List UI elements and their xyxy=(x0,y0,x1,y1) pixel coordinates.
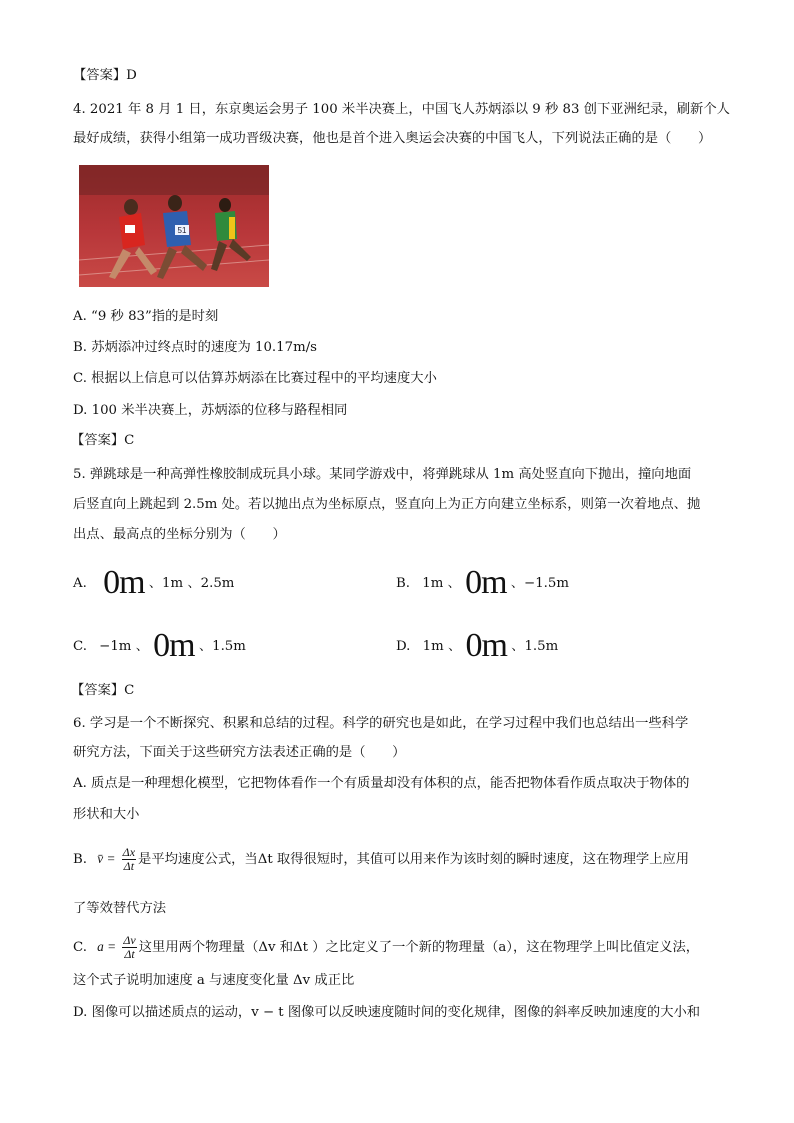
q6-option-c-fraction xyxy=(122,934,136,961)
q5-option-c-rest: 、1.5m xyxy=(198,639,246,654)
q5-option-b-rest: 、−1.5m xyxy=(510,576,569,591)
q5-stem-line2: 后竖直向上跳起到 2.5m 处。若以抛出点为坐标原点，竖直向上为正方向建立坐标系，则第一次着地点、抛 xyxy=(73,497,701,512)
q5-option-a-label: A. xyxy=(73,576,87,591)
q5-option-c-label: C. xyxy=(73,639,87,654)
q5-option-d-pre: 1m 、 xyxy=(422,639,462,654)
q6-option-b-label: B. xyxy=(73,852,87,867)
sprint-race-photo xyxy=(79,165,269,287)
q5-option-c xyxy=(73,627,246,664)
q6-option-c-text: 这里用两个物理量（Δv 和Δt ）之比定义了一个新的物理量（a），这在物理学上叫比值定义法， xyxy=(138,940,700,955)
q5-option-a xyxy=(73,564,235,601)
q4-option-a: A. “9 秒 83”指的是时刻 xyxy=(73,309,219,324)
q5-option-d-zero: 0m xyxy=(465,627,507,664)
q6-option-b-line1 xyxy=(73,846,689,873)
q6-option-b-line2: 了等效替代方法 xyxy=(73,901,167,916)
q6-option-d-line1: D. 图像可以描述质点的运动，v − t 图像可以反映速度随时间的变化规律，图像的斜率反映加速度的大小和 xyxy=(73,1005,701,1020)
q5-option-b-zero: 0m xyxy=(465,564,507,601)
q6-option-b-numerator: Δx xyxy=(122,845,136,859)
q5-option-d-rest: 、1.5m xyxy=(511,639,559,654)
q5-option-a-rest: 、1m 、2.5m xyxy=(148,576,235,591)
q4-stem-line2: 最好成绩，获得小组第一成功晋级决赛，他也是首个进入奥运会决赛的中国飞人，下列说法正确的是（ ） xyxy=(73,131,712,146)
q6-option-a-line1: A. 质点是一种理想化模型，它把物体看作一个有质量却没有体积的点，能否把物体看作质点取决于物体的 xyxy=(73,776,690,791)
q5-option-b xyxy=(396,564,569,601)
q6-option-b-text: 是平均速度公式，当Δt 取得很短时，其值可以用来作为该时刻的瞬时速度，这在物理学上应用 xyxy=(138,852,690,867)
q5-stem-line3: 出点、最高点的坐标分别为（ ） xyxy=(73,527,286,542)
q6-option-c-line2: 这个式子说明加速度 a 与速度变化量 Δv 成正比 xyxy=(73,973,355,988)
q6-option-c-numerator: Δv xyxy=(123,933,136,947)
q5-option-b-label: B. xyxy=(396,576,410,591)
q5-option-d xyxy=(396,627,559,664)
q4-option-b: B. 苏炳添冲过终点时的速度为 10.17m/s xyxy=(73,340,317,355)
q5-stem-line1: 5. 弹跳球是一种高弹性橡胶制成玩具小球。某同学游戏中，将弹跳球从 1m 高处竖直向下抛出，撞向地面 xyxy=(73,467,692,482)
q6-option-c-denominator: Δt xyxy=(124,947,135,961)
q5-option-c-pre: −1m 、 xyxy=(99,639,149,654)
q5-option-c-zero: 0m xyxy=(153,627,195,664)
q6-option-b-denominator: Δt xyxy=(123,859,135,873)
q4-answer: 【答案】C xyxy=(71,433,135,448)
q6-option-c-label: C. xyxy=(73,940,87,955)
q5-option-d-label: D. xyxy=(396,639,411,654)
q6-option-c-line1 xyxy=(73,934,699,961)
q4-stem-line1: 4. 2021 年 8 月 1 日，东京奥运会男子 100 米半决赛上，中国飞人苏炳添以 9 秒 83 创下亚洲纪录，刷新个人 xyxy=(73,102,730,117)
q6-option-a-line2: 形状和大小 xyxy=(73,807,140,822)
q6-option-b-fraction xyxy=(122,846,136,873)
answer-prev: 【答案】D xyxy=(73,68,137,83)
q6-option-b-lhs: v̄ = xyxy=(97,851,116,866)
runner-bib-number: 51 xyxy=(177,226,187,235)
q5-answer: 【答案】C xyxy=(71,683,135,698)
q5-option-a-zero: 0m xyxy=(103,564,145,601)
q4-option-d: D. 100 米半决赛上，苏炳添的位移与路程相同 xyxy=(73,403,348,418)
q6-option-c-lhs: a = xyxy=(97,939,117,954)
q4-option-c: C. 根据以上信息可以估算苏炳添在比赛过程中的平均速度大小 xyxy=(73,371,437,386)
q6-stem-line1: 6. 学习是一个不断探究、积累和总结的过程。科学的研究也是如此，在学习过程中我们也总结出一些科学 xyxy=(73,716,689,731)
q5-option-b-pre: 1m 、 xyxy=(422,576,461,591)
q6-stem-line2: 研究方法，下面关于这些研究方法表述正确的是（ ） xyxy=(73,745,406,760)
